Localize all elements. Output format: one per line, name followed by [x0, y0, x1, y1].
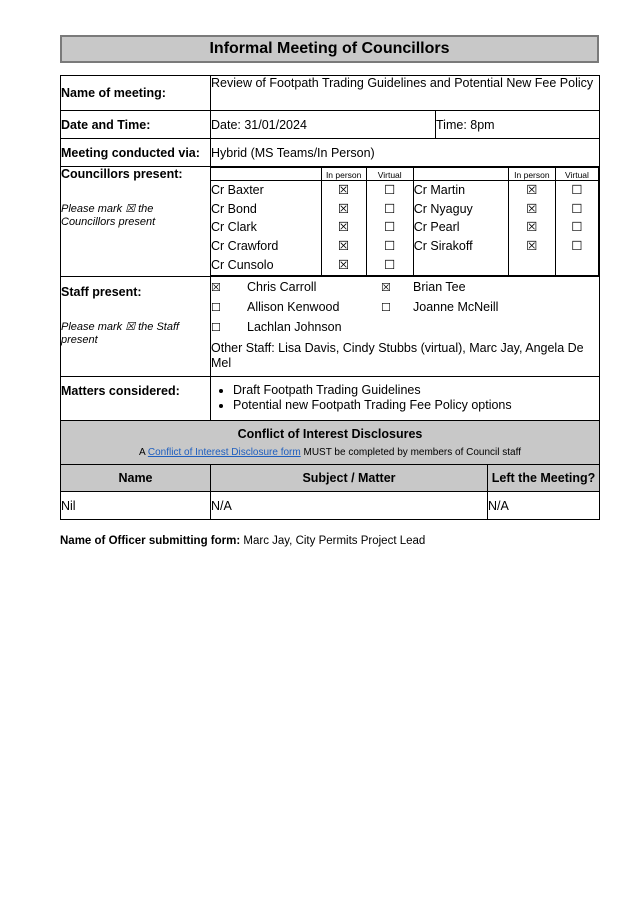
checked-checkbox[interactable]: ☒ [338, 238, 350, 254]
staff-row [211, 317, 599, 337]
matters-label: Matters considered: [61, 377, 211, 421]
coi-note [61, 441, 599, 464]
coi-subject-cell: N/A [211, 492, 488, 520]
checked-checkbox[interactable]: ☒ [211, 280, 221, 294]
empty-checkbox[interactable]: ☐ [381, 300, 391, 314]
in-person-checkboxes-left [321, 181, 366, 276]
councillors-grid-cell [211, 167, 600, 277]
empty-checkbox[interactable]: ☐ [571, 238, 583, 254]
checked-checkbox[interactable]: ☒ [338, 219, 350, 235]
staff-name: Lachlan Johnson [247, 320, 342, 334]
in-person-header: In person [321, 168, 366, 181]
coi-name-header: Name [61, 465, 211, 492]
checked-checkbox[interactable]: ☒ [338, 256, 350, 272]
councillor-name: Cr Nyaguy [413, 201, 473, 216]
matters-cell [211, 377, 600, 421]
checked-checkbox[interactable]: ☒ [526, 219, 538, 235]
date-time-label: Date and Time: [61, 111, 211, 139]
empty-checkbox[interactable]: ☐ [384, 182, 396, 197]
councillor-name: Cr Cunsolo [211, 257, 274, 272]
staff-section [61, 277, 211, 377]
councillors-label: Councillors present: [61, 167, 183, 181]
meeting-date: Date: 31/01/2024 [211, 111, 436, 139]
empty-checkbox[interactable]: ☐ [211, 320, 221, 334]
virtual-checkboxes-right [555, 181, 598, 276]
empty-checkbox[interactable]: ☐ [571, 200, 583, 216]
empty-checkbox[interactable]: ☐ [384, 256, 396, 272]
virtual-header: Virtual [555, 168, 598, 181]
councillors-note: Please mark ☒ the Councillors present [61, 203, 156, 228]
councillors-grid [211, 167, 599, 276]
staff-row [211, 297, 599, 317]
in-person-checkboxes-right [508, 181, 555, 276]
councillor-names-left [211, 181, 321, 276]
coi-name-cell: Nil [61, 492, 211, 520]
matter-item: • Potential new Footpath Trading Fee Policy options [233, 398, 599, 413]
checked-checkbox[interactable]: ☒ [526, 200, 538, 216]
empty-checkbox[interactable]: ☐ [211, 300, 221, 314]
staff-name: Chris Carroll [247, 280, 317, 294]
councillor-name: Cr Martin [413, 183, 466, 197]
staff-list [211, 277, 600, 377]
officer-line [60, 535, 425, 547]
staff-name: Allison Kenwood [247, 300, 340, 314]
conducted-via-value: Hybrid (MS Teams/In Person) [211, 139, 600, 167]
councillor-name: Cr Crawford [211, 239, 279, 254]
checked-checkbox[interactable]: ☒ [526, 238, 538, 254]
councillor-name: Cr Pearl [413, 220, 460, 235]
councillor-name: Cr Bond [211, 201, 257, 216]
checked-checkbox[interactable]: ☒ [338, 182, 350, 197]
empty-checkbox[interactable]: ☐ [384, 200, 396, 216]
matter-item: • Draft Footpath Trading Guidelines [233, 383, 599, 398]
virtual-header: Virtual [366, 168, 413, 181]
coi-form-link[interactable]: Conflict of Interest Disclosure form [147, 447, 301, 458]
staff-note: Please mark ☒ the Staff present [61, 321, 180, 346]
meeting-name-label: Name of meeting: [61, 76, 211, 111]
officer-value: Marc Jay, City Permits Project Lead [240, 535, 426, 547]
officer-label: Name of Officer submitting form: [60, 535, 241, 547]
staff-name: Brian Tee [413, 280, 466, 294]
coi-note-suffix: MUST be completed by members of Council staff [300, 447, 521, 458]
meeting-name-value: Review of Footpath Trading Guidelines and Potential New Fee Policy [211, 76, 600, 111]
coi-left-cell: N/A [488, 492, 600, 520]
councillors-section [61, 167, 211, 277]
coi-note-prefix: A [138, 447, 148, 458]
councillor-name: Cr Clark [211, 220, 257, 235]
checked-checkbox[interactable]: ☒ [526, 182, 538, 197]
empty-checkbox[interactable]: ☐ [571, 182, 583, 197]
checked-checkbox[interactable]: ☒ [338, 200, 350, 216]
empty-checkbox[interactable]: ☐ [384, 219, 396, 235]
coi-left-header: Left the Meeting? [488, 465, 600, 492]
virtual-checkboxes-left [366, 181, 413, 276]
coi-title: Conflict of Interest Disclosures [237, 427, 423, 441]
matters-list [211, 377, 599, 419]
empty-checkbox[interactable]: ☐ [571, 219, 583, 235]
meeting-form [60, 75, 600, 520]
conducted-via-label: Meeting conducted via: [61, 139, 211, 167]
coi-header [61, 421, 600, 465]
staff-name: Joanne McNeill [413, 300, 499, 314]
councillor-names-right [413, 181, 508, 276]
other-staff: Other Staff: Lisa Davis, Cindy Stubbs (virtual), Marc Jay, Angela De Mel [211, 341, 584, 370]
empty-checkbox[interactable]: ☐ [384, 238, 396, 254]
meeting-time: Time: 8pm [436, 111, 600, 139]
staff-row [211, 277, 599, 297]
in-person-header: In person [508, 168, 555, 181]
page-title: Informal Meeting of Councillors [60, 35, 599, 63]
staff-label: Staff present: [61, 285, 142, 299]
coi-subject-header: Subject / Matter [211, 465, 488, 492]
councillor-name: Cr Sirakoff [413, 239, 473, 254]
councillor-name: Cr Baxter [211, 183, 264, 197]
checked-checkbox[interactable]: ☒ [381, 280, 391, 294]
